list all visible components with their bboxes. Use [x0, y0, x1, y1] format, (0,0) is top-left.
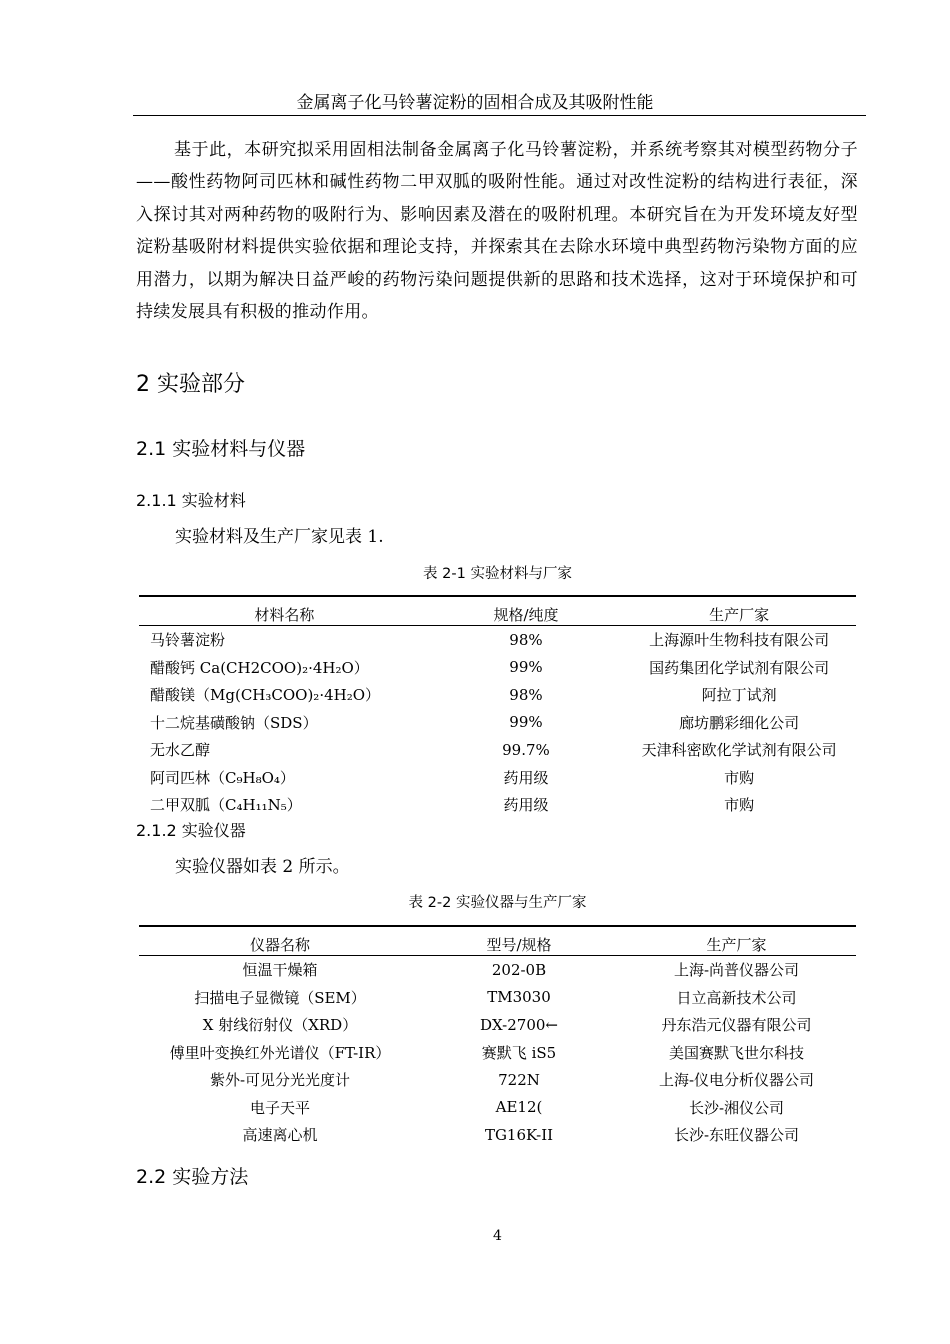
table-cell: 日立高新技术公司 [676, 988, 797, 1007]
table1-caption: 表 2-1 实验材料与厂家 [423, 566, 572, 582]
table-cell: 市购 [724, 768, 755, 787]
table-cell: 美国赛默飞世尔科技 [668, 1043, 804, 1062]
section-heading: 2 实验部分 [136, 372, 245, 397]
instruments-table-body [139, 956, 856, 1149]
table-cell: AE12( [495, 1098, 543, 1117]
table-row [139, 984, 856, 1012]
table-cell: DX-2700← [480, 1015, 558, 1034]
table-row [139, 709, 856, 737]
table-cell: 醋酸钙 Ca(CH2COO)₂·4H₂O） [150, 658, 369, 677]
table-row [139, 1011, 856, 1039]
table-row [139, 1121, 856, 1149]
table-cell: 药用级 [503, 768, 549, 787]
table-cell: 99.7% [502, 740, 550, 759]
table-row [139, 626, 856, 654]
table-row [139, 791, 856, 819]
table-cell: 国药集团化学试剂有限公司 [649, 658, 830, 677]
materials-table-body [139, 626, 856, 819]
column-header: 生产厂家 [617, 926, 856, 956]
table-cell: 恒温干燥箱 [242, 961, 318, 980]
table-row [139, 1094, 856, 1122]
intro-paragraph: 基于此，本研究拟采用固相法制备金属离子化马铃薯淀粉，并系统考察其对模型药物分子——酸性药物阿司匹林和碱性药物二甲双胍的吸附性能。通过对改性淀粉的结构进行表征，深入探讨其对两种药物的吸附行为、影响因素及潜在的吸附机理。本研究旨在为开发环境友好型淀粉基吸附材料提供实验依据和理论支持，并探索其在去除水环境中典型药物污染物方面的应用潜力，以期为解决日益严峻的药物污染问题提供新的思路和技术选择，这对于环境保护和可持续发展具有积极的推动作用。 [136, 140, 858, 323]
materials-table [139, 595, 856, 819]
running-header: 金属离子化马铃薯淀粉的固相合成及其吸附性能 [296, 93, 654, 113]
table-cell: TM3030 [487, 988, 551, 1007]
subsection-heading: 2.1 实验材料与仪器 [136, 438, 306, 460]
materials-heading: 2.1.1 实验材料 [136, 491, 246, 510]
table-row [139, 956, 856, 984]
table-cell: 722N [498, 1070, 540, 1089]
materials-intro: 实验材料及生产厂家见表 1. [175, 527, 384, 547]
column-header: 仪器名称 [139, 926, 421, 956]
table-cell: 傅里叶变换红外光谱仪（FT-IR） [169, 1043, 391, 1062]
table-cell: 上海-仪电分析仪器公司 [658, 1071, 815, 1090]
table-cell: 丹东浩元仪器有限公司 [661, 1016, 812, 1035]
table-cell: 扫描电子显微镜（SEM） [194, 988, 366, 1007]
table-cell: 99% [509, 713, 543, 732]
table-row [139, 681, 856, 709]
table-cell: 99% [509, 658, 543, 677]
table-cell: 98% [509, 685, 543, 704]
instruments-heading: 2.1.2 实验仪器 [136, 821, 246, 840]
table-row [139, 1066, 856, 1094]
table-cell: 廊坊鹏彩细化公司 [679, 713, 800, 732]
instruments-intro: 实验仪器如表 2 所示。 [175, 857, 350, 877]
table-header-row [139, 596, 856, 626]
table-row [139, 1039, 856, 1067]
table-cell: 马铃薯淀粉 [150, 631, 226, 650]
table-row [139, 764, 856, 792]
table-cell: 醋酸镁（Mg(CH₃COO)₂·4H₂O） [150, 686, 381, 705]
table-cell: 高速离心机 [242, 1126, 318, 1145]
instruments-table [139, 925, 856, 1149]
column-header: 型号/规格 [421, 926, 617, 956]
table-cell: 电子天平 [249, 1098, 310, 1117]
table-cell: 上海源叶生物科技有限公司 [649, 631, 830, 650]
table-cell: 二甲双胍（C₄H₁₁N₅） [150, 796, 302, 815]
table-cell: 98% [509, 630, 543, 649]
table-cell: 紫外-可见分光光度计 [209, 1071, 351, 1090]
table-cell: 赛默飞 iS5 [481, 1043, 557, 1062]
table-cell: 上海-尚普仪器公司 [673, 961, 800, 980]
table-cell: 十二烷基磺酸钠（SDS） [150, 713, 318, 732]
table-cell: X 射线衍射仪（XRD） [202, 1016, 358, 1035]
table-cell: TG16K-II [484, 1125, 554, 1144]
column-header: 生产厂家 [622, 596, 856, 626]
table-cell: 药用级 [503, 796, 549, 815]
column-header: 材料名称 [139, 596, 430, 626]
subsection-heading: 2.2 实验方法 [136, 1166, 249, 1188]
table-cell: 市购 [724, 796, 755, 815]
table2-caption: 表 2-2 实验仪器与生产厂家 [408, 895, 587, 911]
table-header-row [139, 926, 856, 956]
table-cell: 长沙-湘仪公司 [688, 1098, 785, 1117]
table-cell: 202-0B [491, 960, 547, 979]
table-cell: 长沙-东旺仪器公司 [673, 1126, 800, 1145]
header-divider [133, 115, 866, 116]
table-cell: 阿司匹林（C₉H₈O₄） [150, 768, 295, 787]
table-row [139, 654, 856, 682]
table-cell: 天津科密欧化学试剂有限公司 [641, 741, 837, 760]
table-cell: 阿拉丁试剂 [701, 686, 777, 705]
table-cell: 无水乙醇 [150, 741, 211, 760]
column-header: 规格/纯度 [430, 596, 623, 626]
page-number: 4 [493, 1228, 502, 1244]
table-row [139, 736, 856, 764]
